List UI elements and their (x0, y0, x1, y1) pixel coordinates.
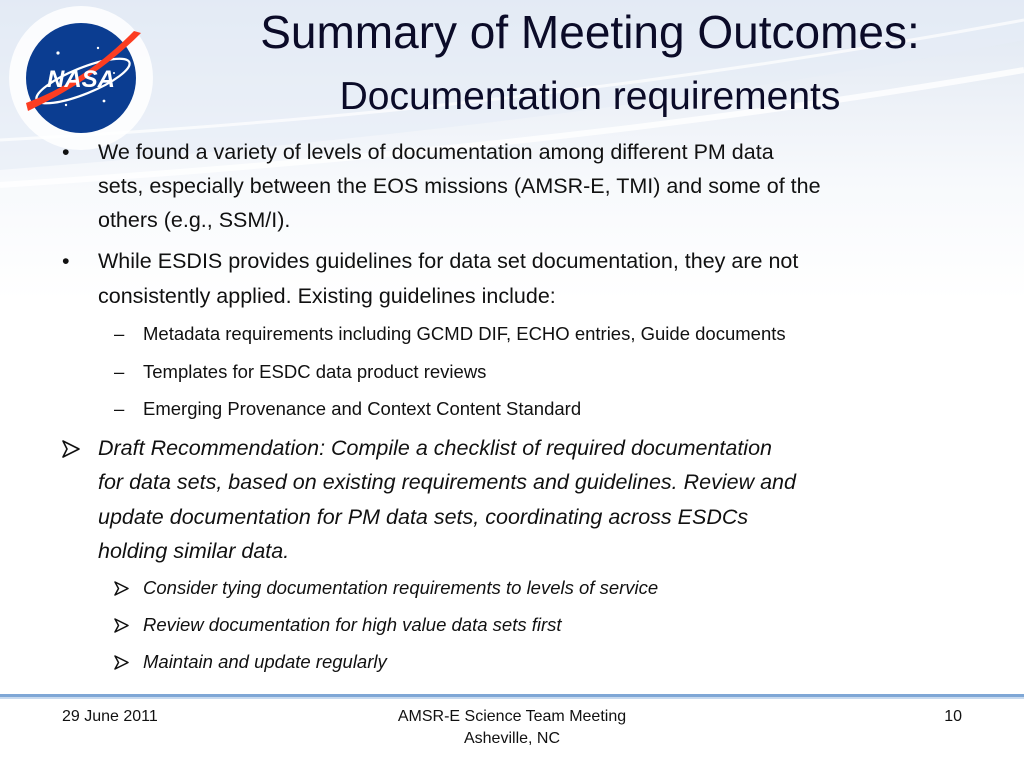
arrow-bullet-icon (112, 579, 131, 598)
dash-marker: – (114, 398, 125, 419)
bullet-2-line-1: While ESDIS provides guidelines for data set documentation, they are not (98, 249, 799, 273)
nasa-logo-text: NASA (46, 66, 116, 93)
bullet-marker: • (62, 249, 70, 273)
slide-number: 10 (944, 708, 962, 725)
arrow-bullet-icon (60, 438, 82, 460)
bullet-1-line-1: We found a variety of levels of documentation among different PM data (98, 140, 774, 164)
recommendation-line-1: Draft Recommendation: Compile a checklist of required documentation (98, 436, 772, 460)
bullet-1-line-2: sets, especially between the EOS missions (AMSR-E, TMI) and some of the (98, 174, 821, 198)
recommendation-sub-item: Maintain and update regularly (143, 651, 387, 672)
dash-marker: – (114, 323, 125, 344)
footer-date: 29 June 2011 (62, 708, 158, 725)
bullet-1-line-3: others (e.g., SSM/I). (98, 208, 291, 232)
bullet-marker: • (62, 140, 70, 164)
guideline-item: Emerging Provenance and Context Content Standard (143, 398, 582, 419)
guideline-item: Metadata requirements including GCMD DIF, ECHO entries, Guide documents (143, 323, 786, 344)
footer-meeting-name: AMSR-E Science Team Meeting (397, 708, 627, 725)
arrow-bullet-icon (112, 653, 131, 672)
bullet-2-line-2: consistently applied. Existing guidelines include: (98, 284, 556, 308)
guideline-item: Templates for ESDC data product reviews (143, 361, 487, 382)
recommendation-sub-item: Review documentation for high value data sets first (143, 614, 562, 635)
recommendation-sub-item: Consider tying documentation requirements to levels of service (143, 577, 659, 598)
page-title: Summary of Meeting Outcomes: (260, 6, 920, 58)
recommendation-line-3: update documentation for PM data sets, coordinating across ESDCs (98, 505, 749, 529)
recommendation-line-2: for data sets, based on existing requirements and guidelines. Review and (98, 470, 796, 494)
footer-meeting (362, 706, 662, 750)
page-subtitle: Documentation requirements (339, 75, 841, 118)
footer-divider (0, 690, 1024, 702)
recommendation-line-4: holding similar data. (98, 539, 290, 563)
dash-marker: – (114, 361, 125, 382)
footer-location: Asheville, NC (463, 730, 561, 747)
arrow-bullet-icon (112, 616, 131, 635)
